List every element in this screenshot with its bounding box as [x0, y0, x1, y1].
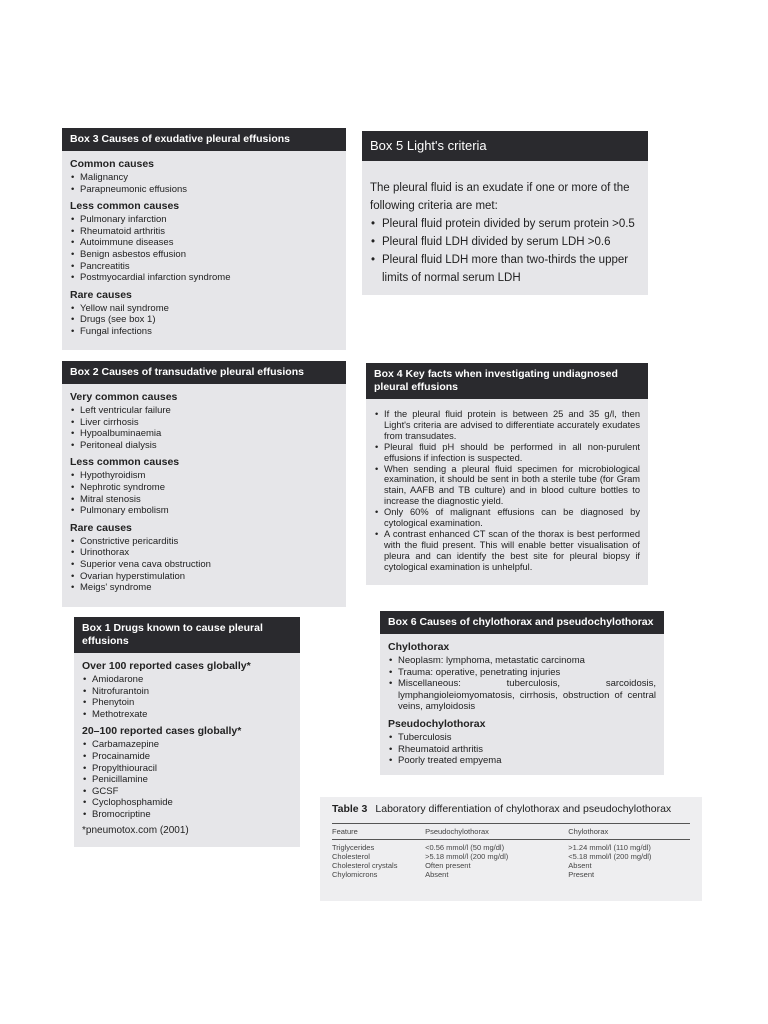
table-cell: Often present	[425, 861, 471, 870]
box4-key-facts	[366, 363, 648, 585]
box6-chylothorax-causes	[380, 611, 664, 775]
box1-title: Box 1 Drugs known to cause pleural effusions	[74, 617, 300, 653]
box1-section-heading: Over 100 reported cases globally*	[82, 660, 251, 672]
table3-label: Table 3	[332, 803, 368, 815]
table3-caption	[332, 803, 690, 815]
table-cell: Absent	[568, 861, 592, 870]
box3-list	[70, 172, 338, 195]
list-item: • Constrictive pericarditis	[70, 536, 338, 548]
list-item: • Pleural fluid protein divided by serum protein >0.5	[370, 215, 640, 233]
table3-grid	[332, 823, 690, 879]
list-item: • Autoimmune diseases	[70, 237, 338, 249]
list-item: • Propylthiouracil	[82, 763, 292, 775]
box5-intro: The pleural fluid is an exudate if one or more of the following criteria are met:	[370, 182, 630, 212]
list-item: • Pancreatitis	[70, 261, 338, 273]
table-cell: Triglycerides	[332, 843, 375, 852]
box3-list	[70, 214, 338, 284]
list-item: • Left ventricular failure	[70, 405, 338, 417]
list-item: • Pulmonary embolism	[70, 505, 338, 517]
table-row	[332, 870, 690, 879]
box6-list	[388, 732, 656, 767]
table-cell: Present	[568, 870, 595, 879]
box1-footnote: *pneumotox.com (2001)	[82, 824, 189, 836]
box2-body	[62, 384, 346, 598]
box2-list	[70, 470, 338, 516]
table-cell: Absent	[425, 870, 449, 879]
box4-body	[366, 399, 648, 577]
box3-title: Box 3 Causes of exudative pleural effusions	[62, 128, 346, 151]
box4-title: Box 4 Key facts when investigating undiagnosed pleural effusions	[366, 363, 648, 399]
list-item: • Fungal infections	[70, 326, 338, 338]
list-item: • Poorly treated empyema	[388, 755, 656, 767]
box1-drugs	[74, 617, 300, 847]
box3-section-heading: Less common causes	[70, 200, 180, 213]
box2-list	[70, 536, 338, 594]
box5-lights-criteria	[362, 131, 648, 295]
box3-section-heading: Common causes	[70, 158, 155, 170]
list-item: • Hypothyroidism	[70, 470, 338, 482]
table-cell: <0.56 mmol/l (50 mg/dl)	[425, 843, 505, 852]
list-item: • Pulmonary infarction	[70, 214, 338, 226]
table-cell: >5.18 mmol/l (200 mg/dl)	[425, 852, 509, 861]
table-cell: Cholesterol	[332, 852, 370, 861]
list-item: • Hypoalbuminaemia	[70, 428, 338, 440]
list-item: • GCSF	[82, 786, 292, 798]
box1-list	[82, 674, 292, 720]
list-item: • Postmyocardial infarction syndrome	[70, 272, 338, 284]
list-item: • Mitral stenosis	[70, 494, 338, 506]
list-item: • Pleural fluid LDH divided by serum LDH >0.6	[370, 233, 640, 251]
list-item: • Benign asbestos effusion	[70, 249, 338, 261]
box6-section-heading: Chylothorax	[388, 641, 450, 653]
list-item: • A contrast enhanced CT scan of the thorax is best performed with the fluid present. This will enable better visualisation of pleura and can identify the best site for pleural biopsy if cytological examination is unhelpful.	[374, 529, 640, 573]
list-item: • Pleural fluid LDH more than two-thirds the upper limits of normal serum LDH	[370, 251, 640, 287]
list-item: • When sending a pleural fluid specimen for microbiological examination, it should be sent in both a sterile tube (for Gram stain, AAFB and TB culture) and in blood culture bottles to increase the diagnostic yield.	[374, 464, 640, 508]
list-item: • Cyclophosphamide	[82, 797, 292, 809]
list-item: • Ovarian hyperstimulation	[70, 571, 338, 583]
box2-list	[70, 405, 338, 451]
box2-title: Box 2 Causes of transudative pleural effusions	[62, 361, 346, 384]
box3-section-heading: Rare causes	[70, 288, 132, 301]
list-item: • Parapneumonic effusions	[70, 184, 338, 196]
list-item: • Nephrotic syndrome	[70, 482, 338, 494]
box5-list	[370, 215, 640, 287]
list-item: • Bromocriptine	[82, 809, 292, 821]
list-item: • Superior vena cava obstruction	[70, 559, 338, 571]
list-item: • Nitrofurantoin	[82, 686, 292, 698]
list-item: • Peritoneal dialysis	[70, 440, 338, 452]
box6-body	[380, 634, 664, 771]
box3-exudative-causes	[62, 128, 346, 350]
table-header-cell: Feature	[332, 824, 425, 840]
table3-caption-text: Laboratory differentiation of chylothorax and pseudochylothorax	[375, 803, 672, 815]
table-header-cell: Chylothorax	[568, 824, 690, 840]
box6-section-heading: Pseudochylothorax	[388, 717, 486, 730]
list-item: • Urinothorax	[70, 547, 338, 559]
list-item: • Meigs' syndrome	[70, 582, 338, 594]
list-item: • Miscellaneous: tuberculosis, sarcoidosis, lymphangioleiomyomatosis, cirrhosis, obstruction of central veins, amyloidosis	[388, 678, 656, 713]
box3-list	[70, 303, 338, 338]
box6-title: Box 6 Causes of chylothorax and pseudochylothorax	[380, 611, 664, 634]
list-item: • Liver cirrhosis	[70, 417, 338, 429]
list-item: • Penicillamine	[82, 774, 292, 786]
table-cell: <5.18 mmol/l (200 mg/dl)	[568, 852, 652, 861]
list-item: • Tuberculosis	[388, 732, 656, 744]
box1-list	[82, 739, 292, 820]
box2-transudative-causes	[62, 361, 346, 607]
table-cell: Cholesterol crystals	[332, 861, 398, 870]
list-item: • Rheumatoid arthritis	[70, 226, 338, 238]
box2-section-heading: Rare causes	[70, 521, 132, 534]
box1-body	[74, 653, 300, 840]
list-item: • Yellow nail syndrome	[70, 303, 338, 315]
table-row	[332, 852, 690, 861]
box5-body	[362, 161, 648, 291]
box5-title: Box 5 Light's criteria	[362, 131, 648, 161]
list-item: • Amiodarone	[82, 674, 292, 686]
box3-body	[62, 151, 346, 342]
list-item: • Trauma: operative, penetrating injuries	[388, 667, 656, 679]
list-item: • Phenytoin	[82, 697, 292, 709]
box6-list	[388, 655, 656, 713]
box2-section-heading: Less common causes	[70, 456, 180, 469]
list-item: • If the pleural fluid protein is between 25 and 35 g/l, then Light's criteria are advised to differentiate accurately exudates from transudates.	[374, 409, 640, 442]
list-item: • Procainamide	[82, 751, 292, 763]
table-header-cell: Pseudochylothorax	[425, 824, 568, 840]
list-item: • Rheumatoid arthritis	[388, 744, 656, 756]
table-cell: Chylomicrons	[332, 870, 378, 879]
list-item: • Neoplasm: lymphoma, metastatic carcinoma	[388, 655, 656, 667]
box2-section-heading: Very common causes	[70, 391, 178, 403]
table-cell: >1.24 mmol/l (110 mg/dl)	[568, 843, 651, 852]
box1-section-heading: 20–100 reported cases globally*	[82, 725, 242, 738]
list-item: • Drugs (see box 1)	[70, 314, 338, 326]
list-item: • Only 60% of malignant effusions can be diagnosed by cytological examination.	[374, 507, 640, 529]
list-item: • Malignancy	[70, 172, 338, 184]
table-header-row	[332, 824, 690, 840]
table3-lab-differentiation	[320, 797, 702, 901]
table-row	[332, 840, 690, 853]
box4-list	[374, 409, 640, 573]
list-item: • Carbamazepine	[82, 739, 292, 751]
table-row	[332, 861, 690, 870]
list-item: • Pleural fluid pH should be performed in all non-purulent effusions if infection is suspected.	[374, 442, 640, 464]
list-item: • Methotrexate	[82, 709, 292, 721]
